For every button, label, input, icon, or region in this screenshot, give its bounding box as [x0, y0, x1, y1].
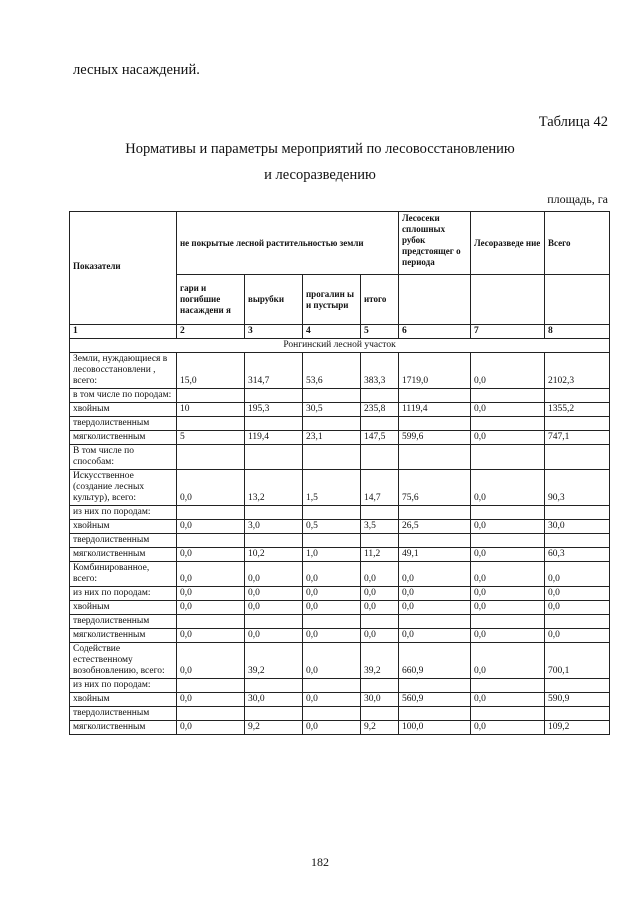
value-cell [177, 445, 245, 470]
value-cell [399, 506, 471, 520]
column-number-cell: 5 [361, 325, 399, 339]
value-cell [545, 506, 610, 520]
value-cell: 660,9 [399, 643, 471, 679]
value-cell: 0,0 [177, 601, 245, 615]
table-row [70, 721, 610, 735]
row-label: мягколиственным [70, 431, 177, 445]
value-cell [177, 417, 245, 431]
value-cell [245, 679, 303, 693]
value-cell: 30,5 [303, 403, 361, 417]
value-cell [399, 389, 471, 403]
value-cell: 39,2 [361, 643, 399, 679]
value-cell: 0,0 [399, 587, 471, 601]
value-cell: 0,0 [471, 643, 545, 679]
value-cell: 0,0 [399, 562, 471, 587]
value-cell: 49,1 [399, 548, 471, 562]
standards-table [69, 211, 610, 735]
value-cell: 0,0 [177, 587, 245, 601]
table-row [70, 470, 610, 506]
row-label: твердолиственным [70, 417, 177, 431]
table-row [70, 445, 610, 470]
header-afforestation: Лесоразведе ние [471, 212, 545, 275]
value-cell [361, 506, 399, 520]
table-row [70, 403, 610, 417]
row-label: Комбинированное, всего: [70, 562, 177, 587]
header-burned: гари и погибшие насаждени я [177, 275, 245, 325]
value-cell: 0,0 [177, 721, 245, 735]
row-label: твердолиственным [70, 534, 177, 548]
table-row [70, 389, 610, 403]
value-cell: 100,0 [399, 721, 471, 735]
value-cell: 235,8 [361, 403, 399, 417]
value-cell: 314,7 [245, 353, 303, 389]
value-cell: 30,0 [245, 693, 303, 707]
row-label: хвойным [70, 520, 177, 534]
header-clearcuts: Лесосеки сплошных рубок предстоящег о периода [399, 212, 471, 275]
value-cell: 0,0 [303, 643, 361, 679]
value-cell [545, 679, 610, 693]
value-cell: 9,2 [245, 721, 303, 735]
value-cell: 0,0 [361, 629, 399, 643]
value-cell: 10 [177, 403, 245, 417]
column-number-cell: 7 [471, 325, 545, 339]
value-cell: 5 [177, 431, 245, 445]
value-cell [245, 534, 303, 548]
table-row [70, 693, 610, 707]
value-cell [545, 615, 610, 629]
value-cell [471, 417, 545, 431]
row-label: твердолиственным [70, 707, 177, 721]
row-label: из них по породам: [70, 679, 177, 693]
value-cell [177, 389, 245, 403]
value-cell: 1,5 [303, 470, 361, 506]
value-cell: 15,0 [177, 353, 245, 389]
column-number-cell: 2 [177, 325, 245, 339]
value-cell: 109,2 [545, 721, 610, 735]
value-cell [177, 534, 245, 548]
row-label: мягколиственным [70, 721, 177, 735]
value-cell: 0,0 [177, 629, 245, 643]
table-row [70, 431, 610, 445]
value-cell: 30,0 [361, 693, 399, 707]
value-cell [177, 615, 245, 629]
value-cell [303, 534, 361, 548]
value-cell: 10,2 [245, 548, 303, 562]
value-cell: 3,0 [245, 520, 303, 534]
column-number-cell: 3 [245, 325, 303, 339]
table-row [70, 506, 610, 520]
row-label: твердолиственным [70, 615, 177, 629]
value-cell: 11,2 [361, 548, 399, 562]
value-cell [361, 707, 399, 721]
value-cell: 0,0 [177, 470, 245, 506]
value-cell: 30,0 [545, 520, 610, 534]
value-cell: 0,0 [303, 721, 361, 735]
value-cell: 560,9 [399, 693, 471, 707]
value-cell: 590,9 [545, 693, 610, 707]
table-row [70, 643, 610, 679]
value-cell: 0,0 [245, 629, 303, 643]
table-number: Таблица 42 [538, 114, 608, 130]
value-cell: 75,6 [399, 470, 471, 506]
value-cell: 147,5 [361, 431, 399, 445]
value-cell [545, 417, 610, 431]
value-cell: 0,0 [471, 629, 545, 643]
value-cell: 0,5 [303, 520, 361, 534]
value-cell: 3,5 [361, 520, 399, 534]
value-cell: 1355,2 [545, 403, 610, 417]
value-cell [545, 534, 610, 548]
value-cell: 0,0 [545, 601, 610, 615]
value-cell [471, 615, 545, 629]
value-cell: 0,0 [177, 693, 245, 707]
value-cell [303, 389, 361, 403]
value-cell [245, 707, 303, 721]
value-cell [361, 389, 399, 403]
value-cell [361, 417, 399, 431]
value-cell [399, 679, 471, 693]
table-row [70, 534, 610, 548]
value-cell [399, 707, 471, 721]
value-cell: 0,0 [471, 403, 545, 417]
value-cell [471, 679, 545, 693]
value-cell [361, 615, 399, 629]
value-cell [245, 445, 303, 470]
value-cell: 0,0 [303, 601, 361, 615]
section-title: Ронгинский лесной участок [70, 339, 610, 353]
value-cell: 9,2 [361, 721, 399, 735]
table-row [70, 679, 610, 693]
value-cell: 0,0 [245, 562, 303, 587]
header-cuttings: вырубки [245, 275, 303, 325]
table-row [70, 520, 610, 534]
value-cell: 0,0 [361, 587, 399, 601]
value-cell: 0,0 [361, 562, 399, 587]
value-cell [399, 445, 471, 470]
value-cell: 747,1 [545, 431, 610, 445]
value-cell: 195,3 [245, 403, 303, 417]
value-cell: 0,0 [245, 587, 303, 601]
value-cell [245, 417, 303, 431]
value-cell: 0,0 [471, 520, 545, 534]
value-cell: 1,0 [303, 548, 361, 562]
table-row [70, 417, 610, 431]
value-cell: 0,0 [471, 562, 545, 587]
row-label: Искусственное (создание лесных культур), всего: [70, 470, 177, 506]
value-cell [399, 534, 471, 548]
value-cell [245, 506, 303, 520]
value-cell: 0,0 [303, 693, 361, 707]
value-cell [177, 707, 245, 721]
value-cell: 0,0 [177, 643, 245, 679]
column-number-cell: 8 [545, 325, 610, 339]
value-cell: 0,0 [471, 693, 545, 707]
value-cell: 0,0 [303, 587, 361, 601]
value-cell: 0,0 [303, 562, 361, 587]
table-title-line2: и лесоразведению [264, 167, 376, 183]
value-cell: 1119,4 [399, 403, 471, 417]
value-cell [399, 417, 471, 431]
header-not-covered: не покрытые лесной растительностью земли [177, 212, 399, 275]
value-cell [545, 707, 610, 721]
header-subtotal: итого [361, 275, 399, 325]
row-label: В том числе по способам: [70, 445, 177, 470]
value-cell: 0,0 [177, 548, 245, 562]
value-cell: 119,4 [245, 431, 303, 445]
value-cell: 0,0 [471, 601, 545, 615]
value-cell [177, 679, 245, 693]
value-cell: 0,0 [471, 431, 545, 445]
value-cell: 53,6 [303, 353, 361, 389]
value-cell: 0,0 [471, 353, 545, 389]
value-cell [471, 389, 545, 403]
value-cell: 0,0 [399, 629, 471, 643]
value-cell [303, 615, 361, 629]
value-cell [303, 506, 361, 520]
column-number-cell: 1 [70, 325, 177, 339]
table-row [70, 562, 610, 587]
table-title-line1: Нормативы и параметры мероприятий по лесовосстановлению [125, 141, 515, 157]
column-number-cell: 6 [399, 325, 471, 339]
value-cell: 0,0 [303, 629, 361, 643]
row-label: Земли, нуждающиеся в лесовосстановлени , всего: [70, 353, 177, 389]
value-cell [303, 679, 361, 693]
header-indicators: Показатели [70, 212, 177, 325]
value-cell: 383,3 [361, 353, 399, 389]
row-label: хвойным [70, 693, 177, 707]
value-cell: 0,0 [471, 721, 545, 735]
header-total: Всего [545, 212, 610, 275]
value-cell: 0,0 [245, 601, 303, 615]
value-cell: 13,2 [245, 470, 303, 506]
value-cell: 39,2 [245, 643, 303, 679]
value-cell [303, 417, 361, 431]
value-cell: 14,7 [361, 470, 399, 506]
value-cell: 700,1 [545, 643, 610, 679]
row-label: из них по породам: [70, 506, 177, 520]
value-cell [361, 679, 399, 693]
value-cell [303, 445, 361, 470]
value-cell [245, 615, 303, 629]
value-cell: 0,0 [471, 470, 545, 506]
unit-label: площадь, га [547, 192, 608, 206]
table-row [70, 601, 610, 615]
value-cell [471, 445, 545, 470]
value-cell: 0,0 [399, 601, 471, 615]
table-row [70, 353, 610, 389]
row-label: Содействие естественному возобновлению, всего: [70, 643, 177, 679]
value-cell: 0,0 [177, 520, 245, 534]
value-cell: 599,6 [399, 431, 471, 445]
value-cell [399, 615, 471, 629]
value-cell: 0,0 [545, 629, 610, 643]
value-cell: 1719,0 [399, 353, 471, 389]
value-cell [471, 534, 545, 548]
value-cell [545, 389, 610, 403]
row-label: в том числе по породам: [70, 389, 177, 403]
value-cell [361, 445, 399, 470]
value-cell [177, 506, 245, 520]
table-row [70, 629, 610, 643]
value-cell [361, 534, 399, 548]
row-label: мягколиственным [70, 629, 177, 643]
value-cell: 0,0 [471, 587, 545, 601]
value-cell: 2102,3 [545, 353, 610, 389]
value-cell: 60,3 [545, 548, 610, 562]
intro-text: лесных насаждений. [73, 62, 200, 78]
value-cell [471, 506, 545, 520]
value-cell: 0,0 [471, 548, 545, 562]
value-cell [245, 389, 303, 403]
value-cell: 0,0 [545, 562, 610, 587]
table-row [70, 615, 610, 629]
column-numbers-row [70, 325, 610, 339]
value-cell [545, 445, 610, 470]
row-label: из них по породам: [70, 587, 177, 601]
value-cell: 0,0 [545, 587, 610, 601]
value-cell: 90,3 [545, 470, 610, 506]
table-row [70, 707, 610, 721]
row-label: хвойным [70, 403, 177, 417]
value-cell: 0,0 [177, 562, 245, 587]
row-label: мягколиственным [70, 548, 177, 562]
table-row [70, 587, 610, 601]
value-cell: 0,0 [361, 601, 399, 615]
row-label: хвойным [70, 601, 177, 615]
header-glades: прогалин ы и пустыри [303, 275, 361, 325]
value-cell: 23,1 [303, 431, 361, 445]
value-cell [471, 707, 545, 721]
value-cell [303, 707, 361, 721]
value-cell: 26,5 [399, 520, 471, 534]
page-number: 182 [311, 855, 329, 869]
table-row [70, 548, 610, 562]
column-number-cell: 4 [303, 325, 361, 339]
